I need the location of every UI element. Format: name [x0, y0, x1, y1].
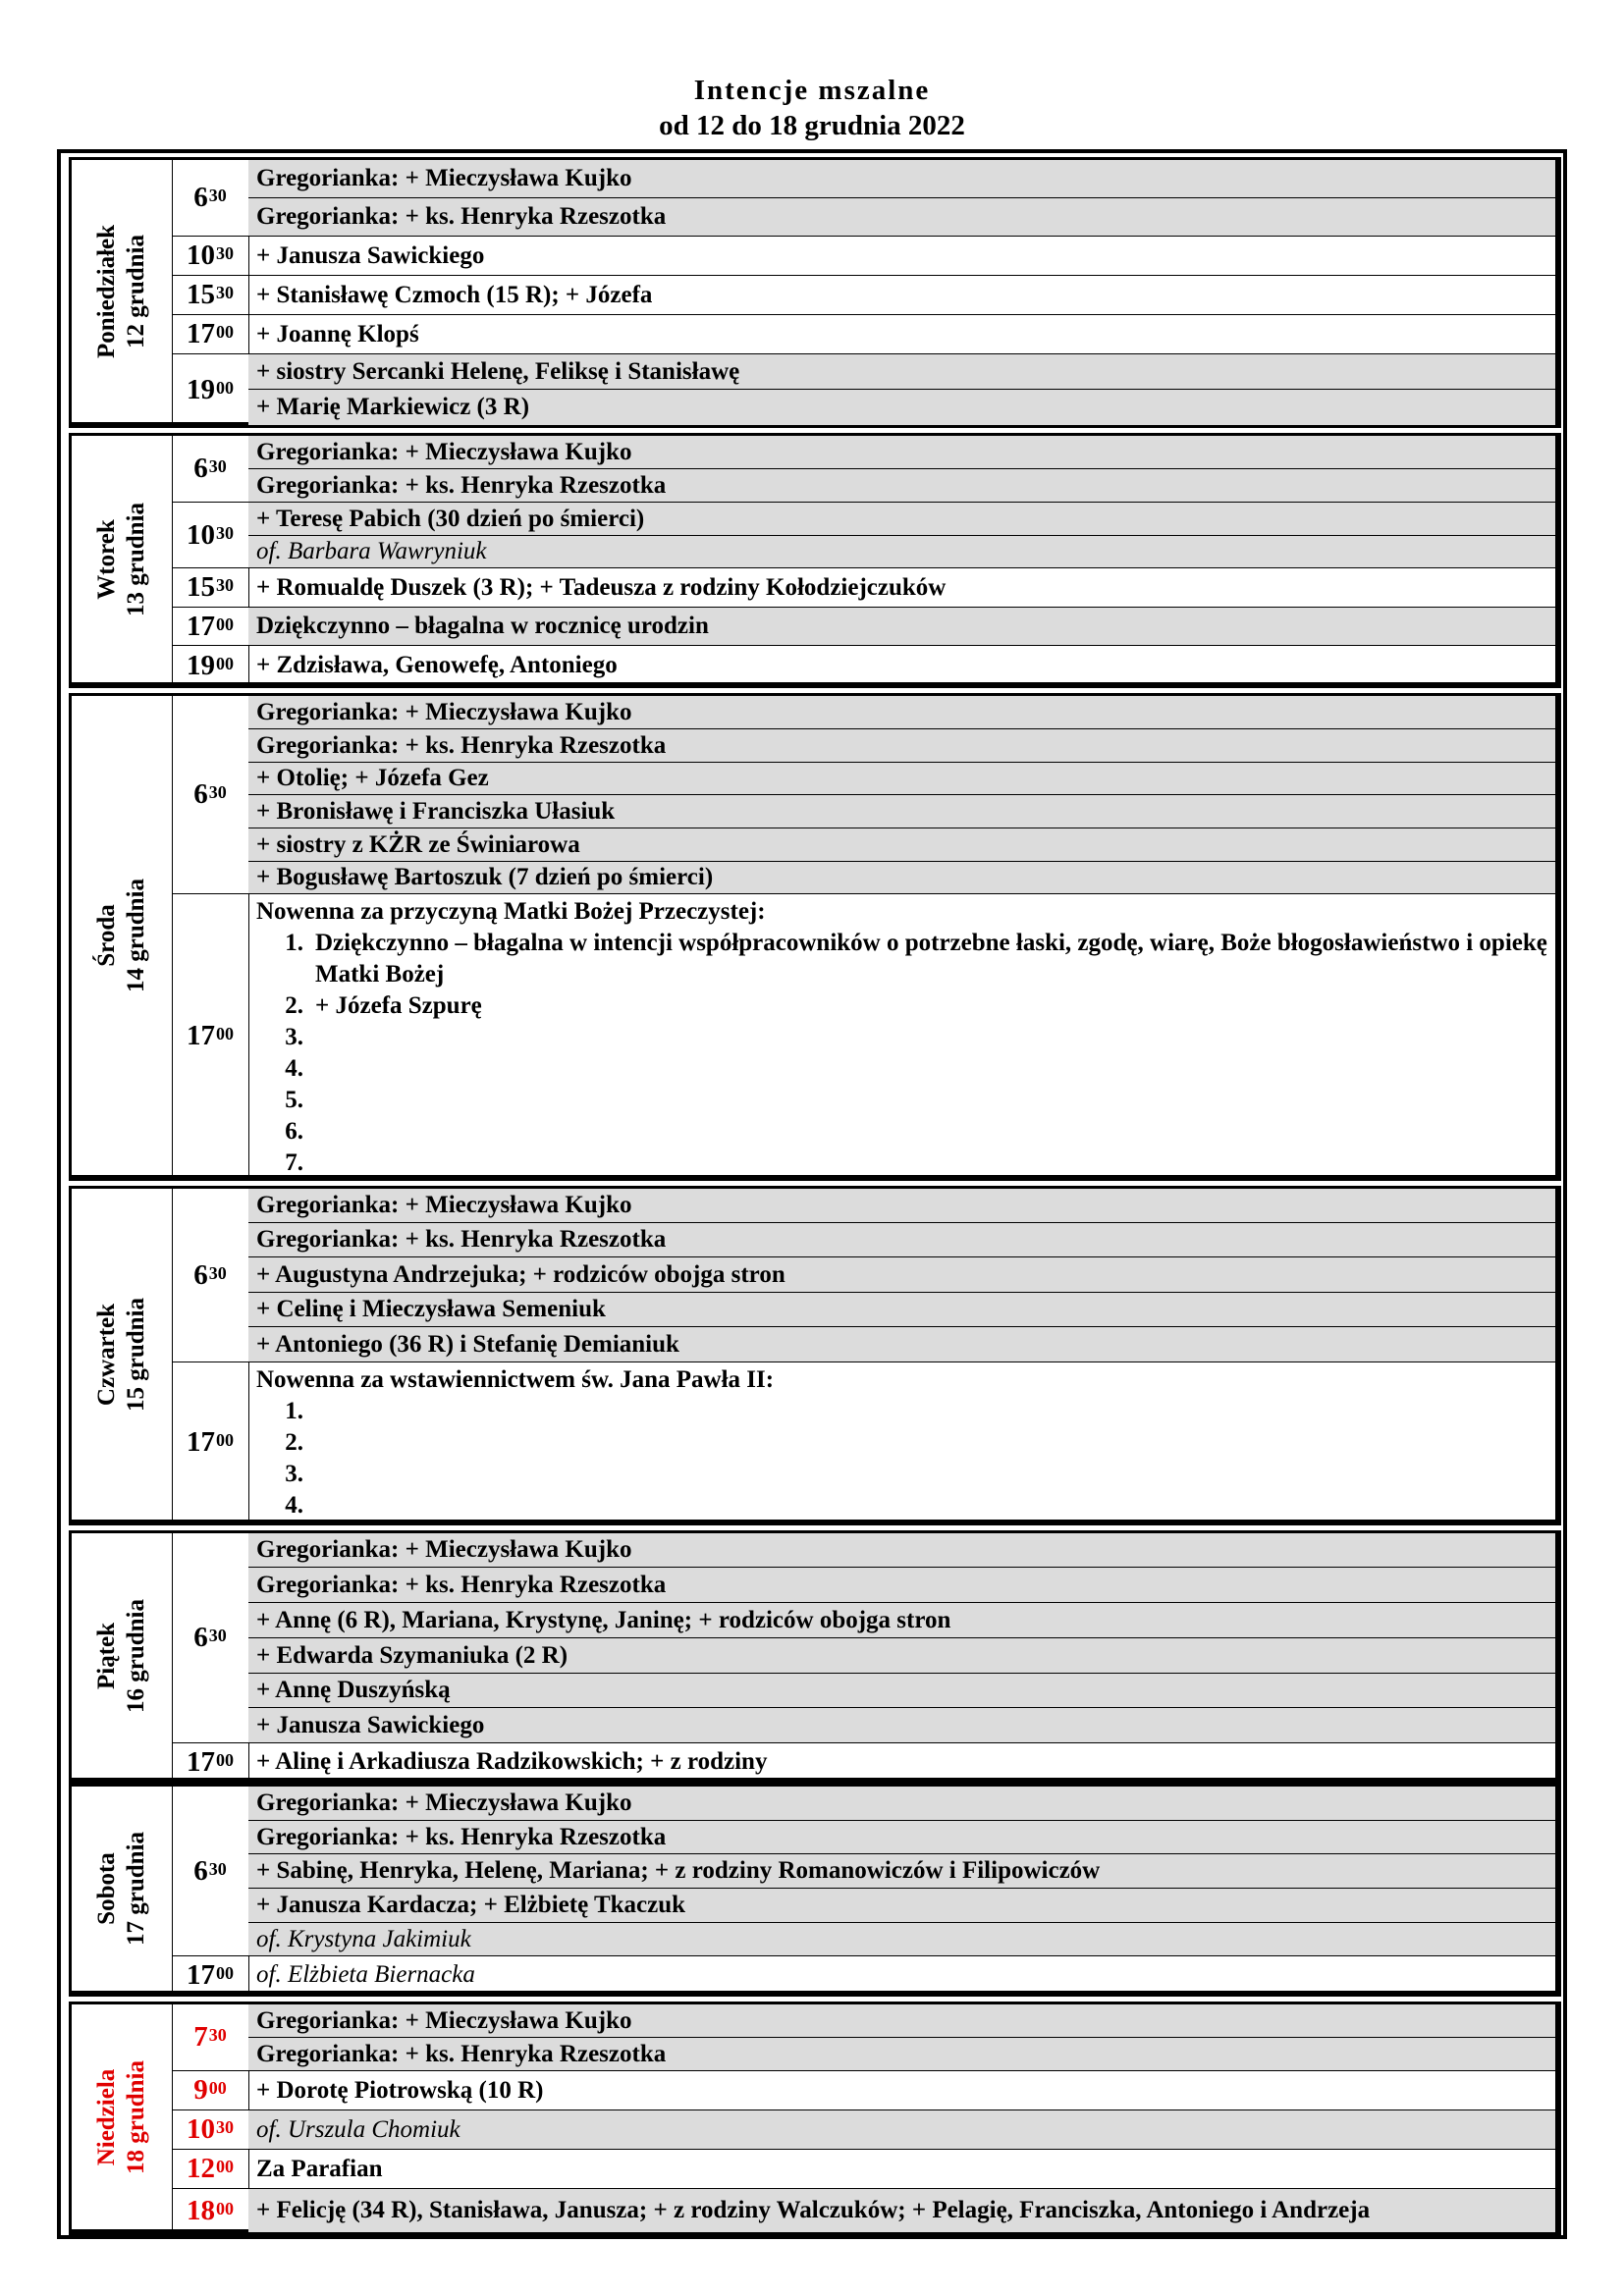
mass-time: 18 $^{00}$: [187, 2194, 234, 2226]
intention-row: Gregorianka: + ks. Henryka Rzeszotka: [248, 729, 1555, 763]
times-column: [172, 436, 249, 682]
day-name: Środa: [93, 904, 120, 967]
intentions-column: [248, 696, 1555, 1175]
novena-block: [248, 894, 1555, 1181]
intention-row: + Annę (6 R), Mariana, Krystynę, Janinę; + rodziców obojga stron: [248, 1603, 1555, 1638]
intention-row: + Zdzisława, Genowefę, Antoniego: [256, 652, 618, 678]
day-block-thursday: [69, 1186, 1561, 1525]
intention-row: + siostry z KŻR ze Świniarowa: [248, 828, 1555, 862]
day-label: [72, 160, 173, 422]
day-name: Niedziela: [93, 2068, 120, 2165]
intention-row: + Janusza Sawickiego: [248, 237, 1555, 276]
novena-item: 4.: [285, 1055, 303, 1082]
intention-row: + Edwarda Szymaniuka (2 R): [248, 1638, 1555, 1674]
day-date: 12 grudnia: [123, 234, 149, 348]
day-label: [72, 1533, 173, 1778]
novena-block: [248, 1362, 1555, 1523]
mass-time: 6 $^{30}$: [172, 160, 248, 237]
intention-row: Gregorianka: + ks. Henryka Rzeszotka: [248, 2038, 1555, 2071]
intention-row: Gregorianka: + ks. Henryka Rzeszotka: [248, 1568, 1555, 1603]
day-label: [72, 1189, 173, 1520]
intention-row: + Bronisławę i Franciszka Ułasiuk: [248, 795, 1555, 828]
mass-time: 9 $^{00}$: [172, 2071, 248, 2110]
novena-item: 1. Dziękczynno – błagalna w intencji współpracowników o potrzebne łaski, zgodę, wiarę, Boże błogosławieństwo i opiekę Matki Bożej: [285, 930, 1547, 988]
novena-item: 5.: [285, 1087, 303, 1113]
novena-item: 2. + Józefa Szpurę: [285, 992, 482, 1019]
day-label: [72, 436, 173, 682]
intention-row: Gregorianka: + Mieczysława Kujko: [248, 1189, 1555, 1223]
day-date: 13 grudnia: [123, 502, 149, 616]
day-date: 15 grudnia: [123, 1297, 149, 1412]
intention-row: Dziękczynno – błagalna w rocznicę urodzin: [248, 608, 1555, 646]
intention-row: + Bogusławę Bartoszuk (7 dzień po śmierci): [248, 862, 1555, 894]
day-block-tuesday: [69, 433, 1561, 688]
intention-row: Gregorianka: + ks. Henryka Rzeszotka: [248, 1821, 1555, 1854]
intention-row: Za Parafian: [248, 2150, 1555, 2189]
day-block-friday: [69, 1530, 1561, 1784]
day-name: Piątek: [93, 1622, 120, 1689]
day-name: Poniedziałek: [93, 224, 120, 358]
intention-row: + Alinę i Arkadiusza Radzikowskich; + z rodziny: [256, 1748, 768, 1775]
page-subtitle: od 12 do 18 grudnia 2022: [659, 110, 965, 141]
intention-row: Gregorianka: + Mieczysława Kujko: [248, 436, 1555, 469]
novena-list: [256, 928, 1547, 1179]
intention-offerer: of. Urszula Chomiuk: [248, 2110, 1555, 2150]
intentions-column: [248, 2004, 1555, 2229]
mass-time: 10 $^{30}$: [172, 237, 248, 276]
mass-time: 17 $^{00}$: [187, 1958, 234, 1991]
mass-time: 17 $^{00}$: [187, 1745, 234, 1778]
day-date: 18 grudnia: [123, 2059, 149, 2174]
novena-title: Nowenna za wstawiennictwem św. Jana Pawła II:: [256, 1366, 775, 1393]
times-column: [172, 1533, 249, 1778]
novena-item: 7.: [285, 1149, 303, 1176]
intentions-column: [248, 436, 1555, 682]
day-date: 14 grudnia: [123, 878, 149, 993]
intention-row: + Sabinę, Henryka, Helenę, Mariana; + z rodziny Romanowiczów i Filipowiczów: [248, 1854, 1555, 1889]
intention-row: + Janusza Sawickiego: [248, 1708, 1555, 1743]
novena-item: 1.: [285, 1398, 303, 1424]
intention-row: + Janusza Kardacza; + Elżbietę Tkaczuk: [248, 1889, 1555, 1923]
intention-row: Gregorianka: + Mieczysława Kujko: [248, 2004, 1555, 2038]
novena-item: 4.: [285, 1492, 303, 1519]
mass-time: 7 $^{30}$: [172, 2004, 248, 2071]
intention-row: + Marię Markiewicz (3 R): [248, 390, 1555, 425]
intention-row: + Dorotę Piotrowską (10 R): [248, 2071, 1555, 2110]
day-label: [72, 2004, 173, 2229]
mass-time: 17 $^{00}$: [187, 1426, 234, 1458]
novena-item: 6.: [285, 1118, 303, 1145]
mass-time: 19 $^{00}$: [187, 649, 234, 681]
times-column: [172, 160, 249, 422]
mass-time: 17 $^{00}$: [172, 315, 248, 354]
intention-offerer: of. Elżbieta Biernacka: [256, 1961, 475, 1988]
mass-time: 12 $^{00}$: [172, 2150, 248, 2189]
intention-row: + Stanisławę Czmoch (15 R); + Józefa: [248, 276, 1555, 315]
mass-time: 17 $^{00}$: [187, 1020, 234, 1051]
intention-row: Gregorianka: + Mieczysława Kujko: [248, 1533, 1555, 1568]
day-block-wednesday: [69, 693, 1561, 1181]
mass-time: 10 $^{30}$: [172, 503, 248, 568]
intention-row: Gregorianka: + Mieczysława Kujko: [248, 160, 1555, 198]
novena-list: [256, 1396, 1547, 1522]
intention-row: + Joannę Klopś: [248, 315, 1555, 354]
day-block-saturday: [69, 1784, 1561, 1997]
mass-time: 6 $^{30}$: [172, 436, 248, 503]
day-name: Wtorek: [93, 518, 120, 600]
novena-item: 2.: [285, 1429, 303, 1456]
day-date: 17 grudnia: [123, 1831, 149, 1947]
intention-row: + Felicję (34 R), Stanisława, Janusza; + z rodziny Walczuków; + Pelagię, Franciszka, Antoniego i Andrzeja: [248, 2189, 1555, 2232]
intention-offerer: of. Krystyna Jakimiuk: [248, 1923, 1555, 1956]
intention-row: Gregorianka: + Mieczysława Kujko: [248, 696, 1555, 729]
novena-item: 3.: [285, 1024, 303, 1050]
intentions-column: [248, 1189, 1555, 1520]
day-block-monday: [69, 157, 1561, 428]
mass-time: 17 $^{00}$: [172, 608, 248, 646]
intention-offerer: of. Barbara Wawryniuk: [248, 536, 1555, 568]
intention-row: Gregorianka: + ks. Henryka Rzeszotka: [248, 198, 1555, 237]
intention-row: Gregorianka: + Mieczysława Kujko: [248, 1787, 1555, 1821]
day-name: Sobota: [93, 1852, 120, 1925]
intention-row: + Teresę Pabich (30 dzień po śmierci): [248, 503, 1555, 536]
novena-title: Nowenna za przyczyną Matki Bożej Przeczystej:: [256, 898, 766, 925]
intention-row: + Annę Duszyńską: [248, 1674, 1555, 1708]
day-block-sunday: [69, 2002, 1561, 2235]
times-column: [172, 696, 249, 1175]
day-label: [72, 696, 173, 1175]
mass-time: 6 $^{30}$: [172, 1533, 248, 1743]
mass-time: 15 $^{30}$: [172, 276, 248, 315]
day-name: Czwartek: [93, 1303, 120, 1406]
intention-row: + siostry Sercanki Helenę, Feliksę i Stanisławę: [248, 354, 1555, 390]
intentions-column: [248, 160, 1555, 422]
times-column: [172, 1787, 249, 1991]
intention-row: + Romualdę Duszek (3 R); + Tadeusza z rodziny Kołodziejczuków: [248, 568, 1555, 608]
mass-time: 15 $^{30}$: [172, 568, 248, 608]
times-column: [172, 2004, 249, 2229]
intention-row: Gregorianka: + ks. Henryka Rzeszotka: [248, 469, 1555, 503]
intention-row: + Otolię; + Józefa Gez: [248, 763, 1555, 795]
intention-row: + Celinę i Mieczysława Semeniuk: [248, 1293, 1555, 1327]
intentions-column: [248, 1787, 1555, 1991]
page-title: Intencje mszalne: [693, 75, 931, 106]
mass-time: 19 $^{00}$: [187, 373, 234, 405]
mass-time: 6 $^{30}$: [172, 1189, 248, 1362]
intention-row: + Antoniego (36 R) i Stefanię Demianiuk: [248, 1327, 1555, 1362]
intentions-column: [248, 1533, 1555, 1778]
day-date: 16 grudnia: [123, 1598, 149, 1713]
intention-row: Gregorianka: + ks. Henryka Rzeszotka: [248, 1223, 1555, 1257]
times-column: [172, 1189, 249, 1520]
mass-time: 6 $^{30}$: [172, 696, 248, 894]
novena-item: 3.: [285, 1461, 303, 1487]
intention-row: + Augustyna Andrzejuka; + rodziców obojga stron: [248, 1257, 1555, 1293]
schedule-table: [57, 149, 1567, 2239]
day-label: [72, 1787, 173, 1991]
mass-time: 6 $^{30}$: [172, 1787, 248, 1956]
mass-time: 10 $^{30}$: [172, 2110, 248, 2150]
